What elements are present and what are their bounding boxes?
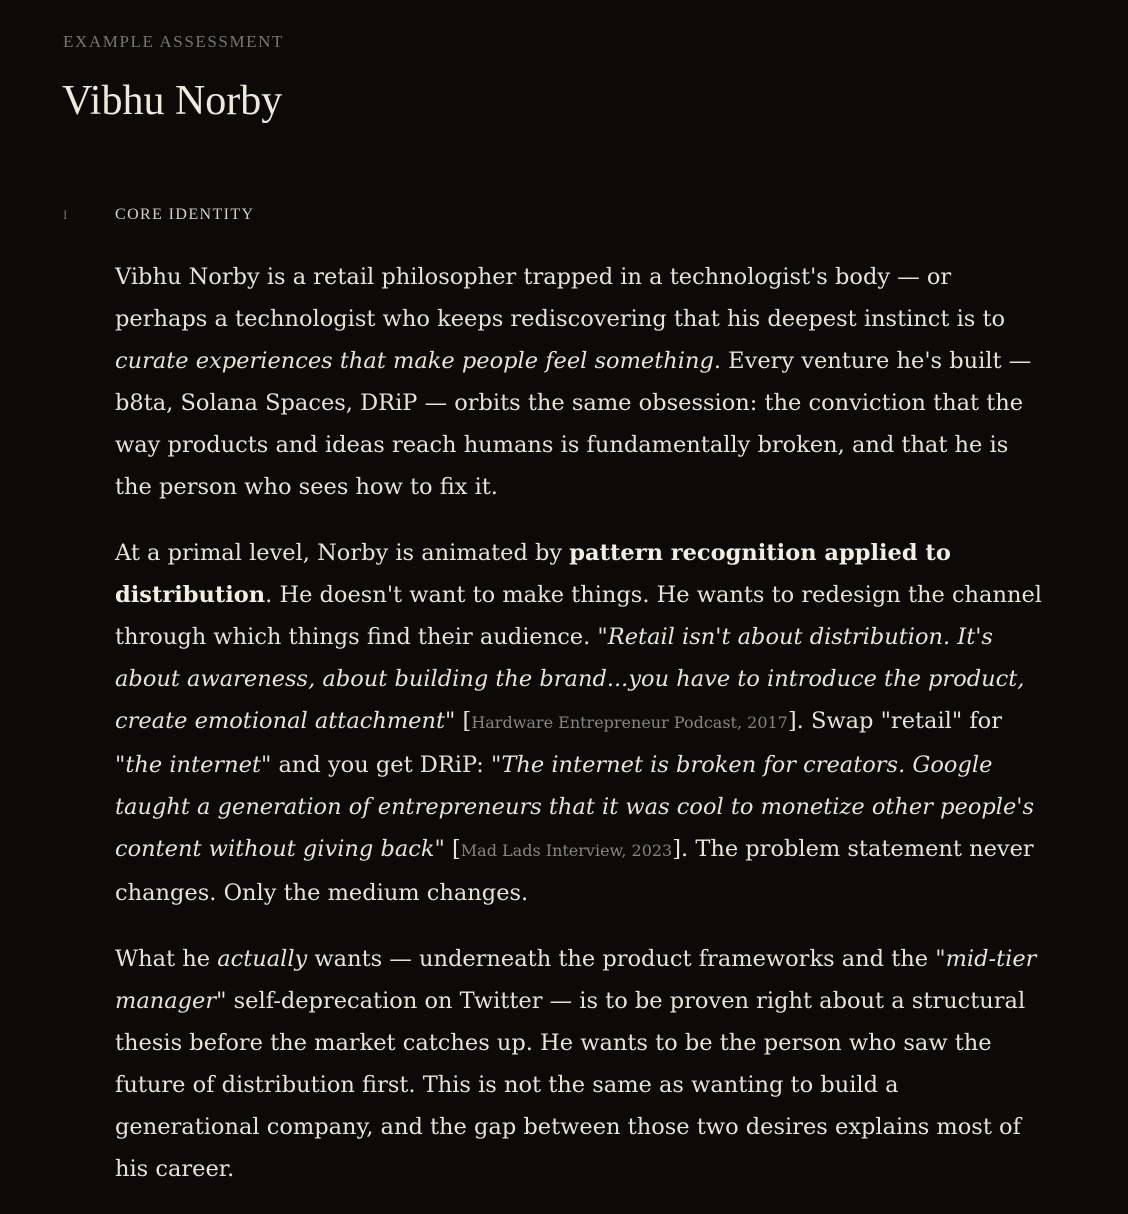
emphasis: actually — [217, 946, 308, 972]
citation: Mad Lads Interview, 2023 — [460, 841, 673, 860]
emphasis: curate experiences that make people feel something — [115, 348, 714, 374]
quote: "Retail isn't about distribution. It's about awareness, about building the brand...you have to introduce the product, create emotional attachment" — [115, 624, 1025, 734]
quote: "mid-tier manager" — [115, 946, 1037, 1014]
paragraph-2: At a primal level, Norby is animated by pattern recognition applied to distribution. He doesn't want to make things. He wants to redesign the channel through which things find their audience. "Retail isn't about distribution. It's about awareness, about building the brand...you have to introduce the product, create emotional attachment" [Hardware Entrepreneur Podcast, 2017]. Swap "retail" for "the internet" and you get DRiP: "The internet is broken for creators. Google taught a generation of entrepreneurs that it was cool to monetize other people's content without giving back" [Mad Lads Interview, 2023]. The problem statement never changes. Only the medium changes. — [115, 540, 1042, 906]
section-title: CORE IDENTITY — [115, 206, 255, 223]
citation: Hardware Entrepreneur Podcast, 2017 — [471, 713, 788, 732]
page-title: Vibhu Norby — [62, 78, 283, 124]
quote: "the internet" — [115, 752, 272, 778]
section-number: I — [63, 207, 68, 222]
quote: "The internet is broken for creators. Google taught a generation of entrepreneurs that it was cool to monetize other people's content without giving back" — [115, 752, 1035, 862]
paragraph-1: Vibhu Norby is a retail philosopher trapped in a technologist's body — or perhaps a technologist who keeps rediscovering that his deepest instinct is to curate experiences that make people feel something. Every venture he's built — b8ta, Solana Spaces, DRiP — orbits the same obsession: the conviction that the way products and ideas reach humans is fundamentally broken, and that he is the person who sees how to fix it. — [115, 264, 1032, 500]
section-header — [63, 206, 1063, 226]
key-phrase: pattern recognition applied to distribution — [115, 540, 951, 608]
eyebrow-label: EXAMPLE ASSESSMENT — [63, 32, 285, 51]
section-body — [115, 256, 1045, 1214]
paragraph-3: What he actually wants — underneath the product frameworks and the "mid-tier manager" self-deprecation on Twitter — is to be proven right about a structural thesis before the market catches up. He wants to be the person who saw the future of distribution first. This is not the same as wanting to build a generational company, and the gap between those two desires explains most of his career. — [115, 946, 1037, 1182]
